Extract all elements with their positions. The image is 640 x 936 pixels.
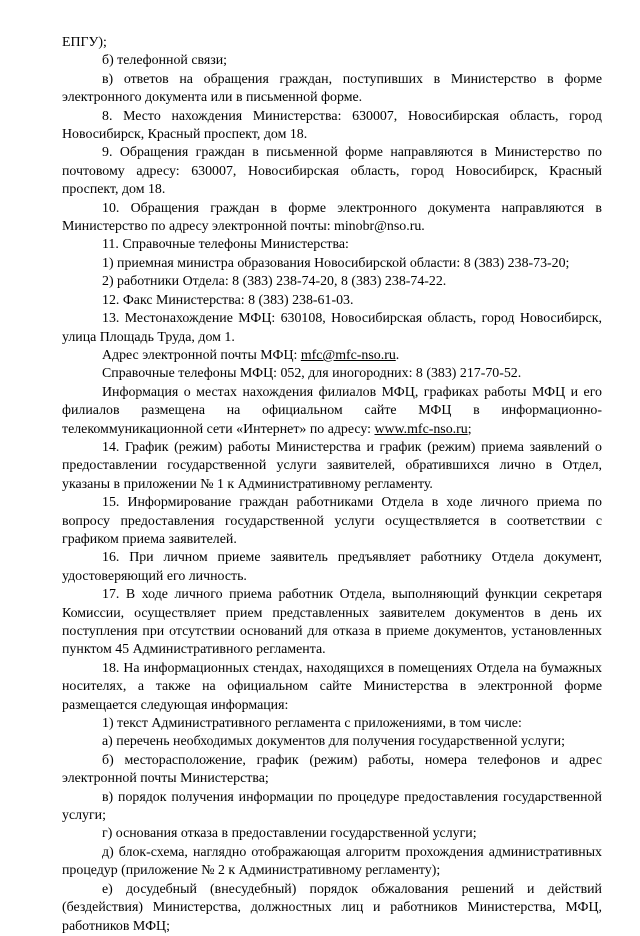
mfc-info-paragraph <box>62 384 602 439</box>
mfc-info-prefix: Информация о местах нахождения филиалов МФЦ, графиках работы МФЦ и его филиалов размещена на официальном сайте МФЦ в информационно-телекоммуникационной сети «Интернет» по адресу: <box>62 384 602 437</box>
paragraph: в) ответов на обращения граждан, поступивших в Министерство в форме электронного документа или в письменной форме. <box>62 71 602 106</box>
list-item: в) порядок получения информации по процедуре предоставления государственной услуги; <box>62 789 602 824</box>
paragraph: 17. В ходе личного приема работник Отдела, выполняющий функции секретаря Комиссии, осуществляет прием представленных заявителем документов в день их поступления при отсутствии оснований для отказа в приеме документов, установленных пунктом 45 Административного регламента. <box>62 587 602 658</box>
paragraph: ЕПГУ); <box>62 35 107 50</box>
list-item: е) досудебный (внесудебный) порядок обжалования решений и действий (бездействия) Министерства, должностных лиц и работников Министерства, МФЦ, работников МФЦ; <box>62 881 602 934</box>
mfc-website-link[interactable]: www.mfc-nso.ru <box>374 421 468 437</box>
mfc-email-prefix: Адрес электронной почты МФЦ: <box>102 347 301 363</box>
list-item: 1) текст Административного регламента с приложениями, в том числе: <box>102 716 522 732</box>
list-item: а) перечень необходимых документов для получения государственной услуги; <box>102 734 565 750</box>
mfc-info-suffix: ; <box>467 421 472 437</box>
paragraph: 10. Обращения граждан в форме электронного документа направляются в Министерство по адресу электронной почты: minobr@nso.ru. <box>62 200 602 235</box>
list-item: д) блок-схема, наглядно отображающая алгоритм прохождения административных процедур (приложение № 2 к Административному регламенту); <box>62 844 602 879</box>
mfc-email-link[interactable]: mfc@mfc-nso.ru <box>300 347 396 363</box>
paragraph: 18. На информационных стендах, находящихся в помещениях Отдела на бумажных носителях, а также на официальном сайте Министерства в электронной форме размещается следующая информация: <box>62 660 602 713</box>
paragraph: 16. При личном приеме заявитель предъявляет работнику Отдела документ, удостоверяющий его личность. <box>62 550 602 584</box>
paragraph: 2) работники Отдела: 8 (383) 238-74-20, 8 (383) 238-74-22. <box>102 274 447 290</box>
list-item: б) месторасположение, график (режим) работы, номера телефонов и адрес электронной почты Министерства; <box>62 752 602 787</box>
mfc-email-suffix: . <box>395 347 400 363</box>
list-item: г) основания отказа в предоставлении государственной услуги; <box>102 826 477 842</box>
paragraph: 14. График (режим) работы Министерства и график (режим) приема заявлений о предоставлении государственной услуги заявителей, обратившихся лично в Отдел, указаны в приложении № 1 к Административному регламенту. <box>62 439 602 492</box>
paragraph: 11. Справочные телефоны Министерства: <box>102 237 349 253</box>
paragraph: 8. Место нахождения Министерства: 630007, Новосибирская область, город Новосибирск, Красный проспект, дом 18. <box>62 108 602 143</box>
paragraph: 15. Информирование граждан работниками Отдела в ходе личного приема по вопросу предоставления государственной услуги осуществляется в соответствии с графиком приема заявителей. <box>62 495 602 547</box>
paragraph: 1) приемная министра образования Новосибирской области: 8 (383) 238-73-20; <box>102 255 570 271</box>
paragraph: 12. Факс Министерства: 8 (383) 238-61-03. <box>102 292 354 308</box>
paragraph: б) телефонной связи; <box>102 53 228 69</box>
mfc-phones-paragraph: Справочные телефоны МФЦ: 052, для иногородних: 8 (383) 217-70-52. <box>102 366 522 382</box>
paragraph: 13. Местонахождение МФЦ: 630108, Новосибирская область, город Новосибирск, улица Площадь Труда, дом 1. <box>62 311 602 345</box>
paragraph: 9. Обращения граждан в письменной форме направляются в Министерство по почтовому адресу: 630007, Новосибирская область, город Новосибирск, Красный проспект, дом 18. <box>62 145 602 198</box>
mfc-email-paragraph <box>62 347 602 365</box>
